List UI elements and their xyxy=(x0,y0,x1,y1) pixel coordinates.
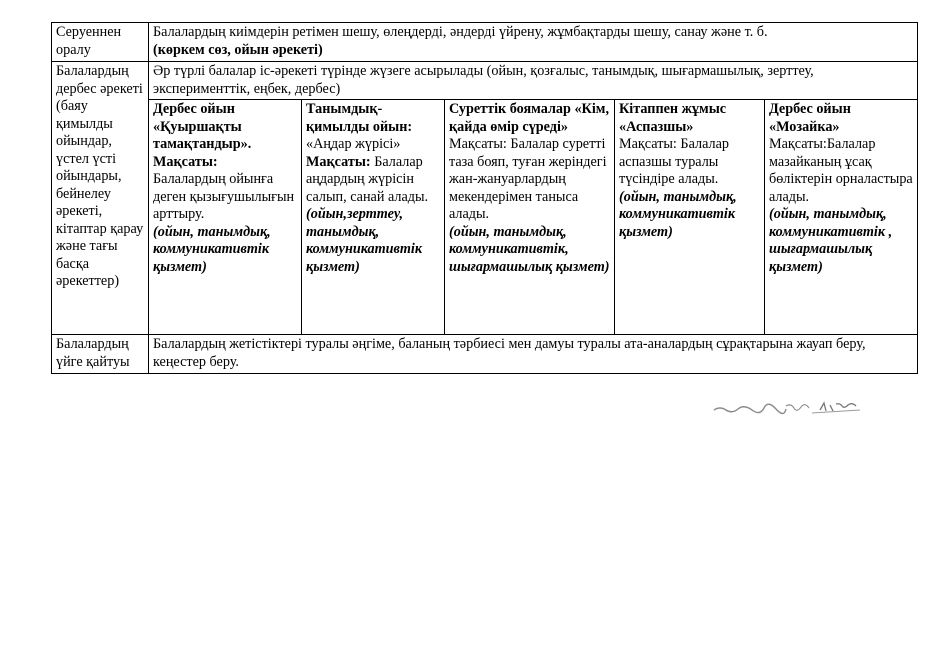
table-row xyxy=(52,100,918,335)
row-content xyxy=(149,23,918,62)
activity-title: Кітаппен жұмыс «Аспазшы» xyxy=(619,101,727,135)
activity-title: Дербес ойын «Мозайка» xyxy=(769,101,851,135)
activity-tags: (ойын, танымдық, коммуникативтік қызмет) xyxy=(619,188,737,240)
activity-cell xyxy=(149,100,302,335)
activity-tags: (ойын, танымдық, коммуникативтік , шығармашылық қызмет) xyxy=(769,206,893,275)
table-row xyxy=(52,62,918,100)
goal-text: Мақсаты:Балалар мазайканың ұсақ бөліктерін орналастыра алады. xyxy=(769,136,913,205)
goal-text: Мақсаты: Балалар суретті таза бояп, туған жеріндегі жан-жануарлардың мекендерімен таныса алады. xyxy=(449,136,607,222)
activity-title: Танымдық-қимылды ойын: xyxy=(306,101,413,135)
activity-title: Суреттік боямалар «Кім, қайда өмір сүреді» xyxy=(449,101,609,135)
goal-text: Балалар аңдардың жүрісін салып, санай алады. xyxy=(306,153,429,205)
row-label: Балалардың үйге қайтуы xyxy=(52,335,149,374)
goal-text: Мақсаты: Балалар аспазшы туралы түсіндіре алады. xyxy=(619,136,729,187)
table-row xyxy=(52,335,918,374)
activity-title: Дербес ойын «Қуыршақты тамақтандыр». xyxy=(153,101,252,152)
activity-tags: (ойын,зерттеу, танымдық, коммуникативтік қызмет) xyxy=(306,206,423,275)
activity-tags: (ойын, танымдық, коммуникативтік, шығармашылық қызмет) xyxy=(449,223,610,275)
handwritten-signature xyxy=(712,398,872,418)
goal-label: Мақсаты: xyxy=(153,153,218,170)
row-intro: Әр түрлі балалар іс-әрекеті түрінде жүзеге асырылады (ойын, қозғалыс, танымдық, шығармашылық, зерттеу, эксперименттік, еңбек, дербес) xyxy=(149,62,918,100)
row-content: Балалардың жетістіктері туралы әңгіме, баланың тәрбиесі мен дамуы туралы ата-аналардың сұрақтарына жауап беру, кеңестер беру. xyxy=(149,335,918,374)
row-label: Балалардың дербес әрекеті (баяу қимылды ойындар, үстел үсті ойындары, бейнелеу әрекеті, кітаптар қарау және тағы басқа әрекеттер) xyxy=(52,62,149,335)
table-row xyxy=(52,23,918,62)
row-label: Серуеннен оралу xyxy=(52,23,149,62)
goal-label: Мақсаты: xyxy=(306,153,371,170)
plan-table xyxy=(51,22,918,374)
activity-subtitle: «Аңдар жүрісі» xyxy=(306,136,401,152)
row-text-bold: (көркем сөз, ойын әрекеті) xyxy=(153,41,323,58)
activity-cell xyxy=(302,100,445,335)
activity-cell xyxy=(445,100,615,335)
goal-text: Балалардың ойынға деген қызығушылығын арттыру. xyxy=(153,171,295,222)
row-text: Балалардың киімдерін ретімен шешу, өлеңдерді, әндерді үйрену, жұмбақтарды шешу, санау және т. б. xyxy=(153,24,768,40)
activity-tags: (ойын, танымдық, коммуникативтік қызмет) xyxy=(153,223,271,275)
activity-cell xyxy=(765,100,918,335)
activity-cell xyxy=(615,100,765,335)
